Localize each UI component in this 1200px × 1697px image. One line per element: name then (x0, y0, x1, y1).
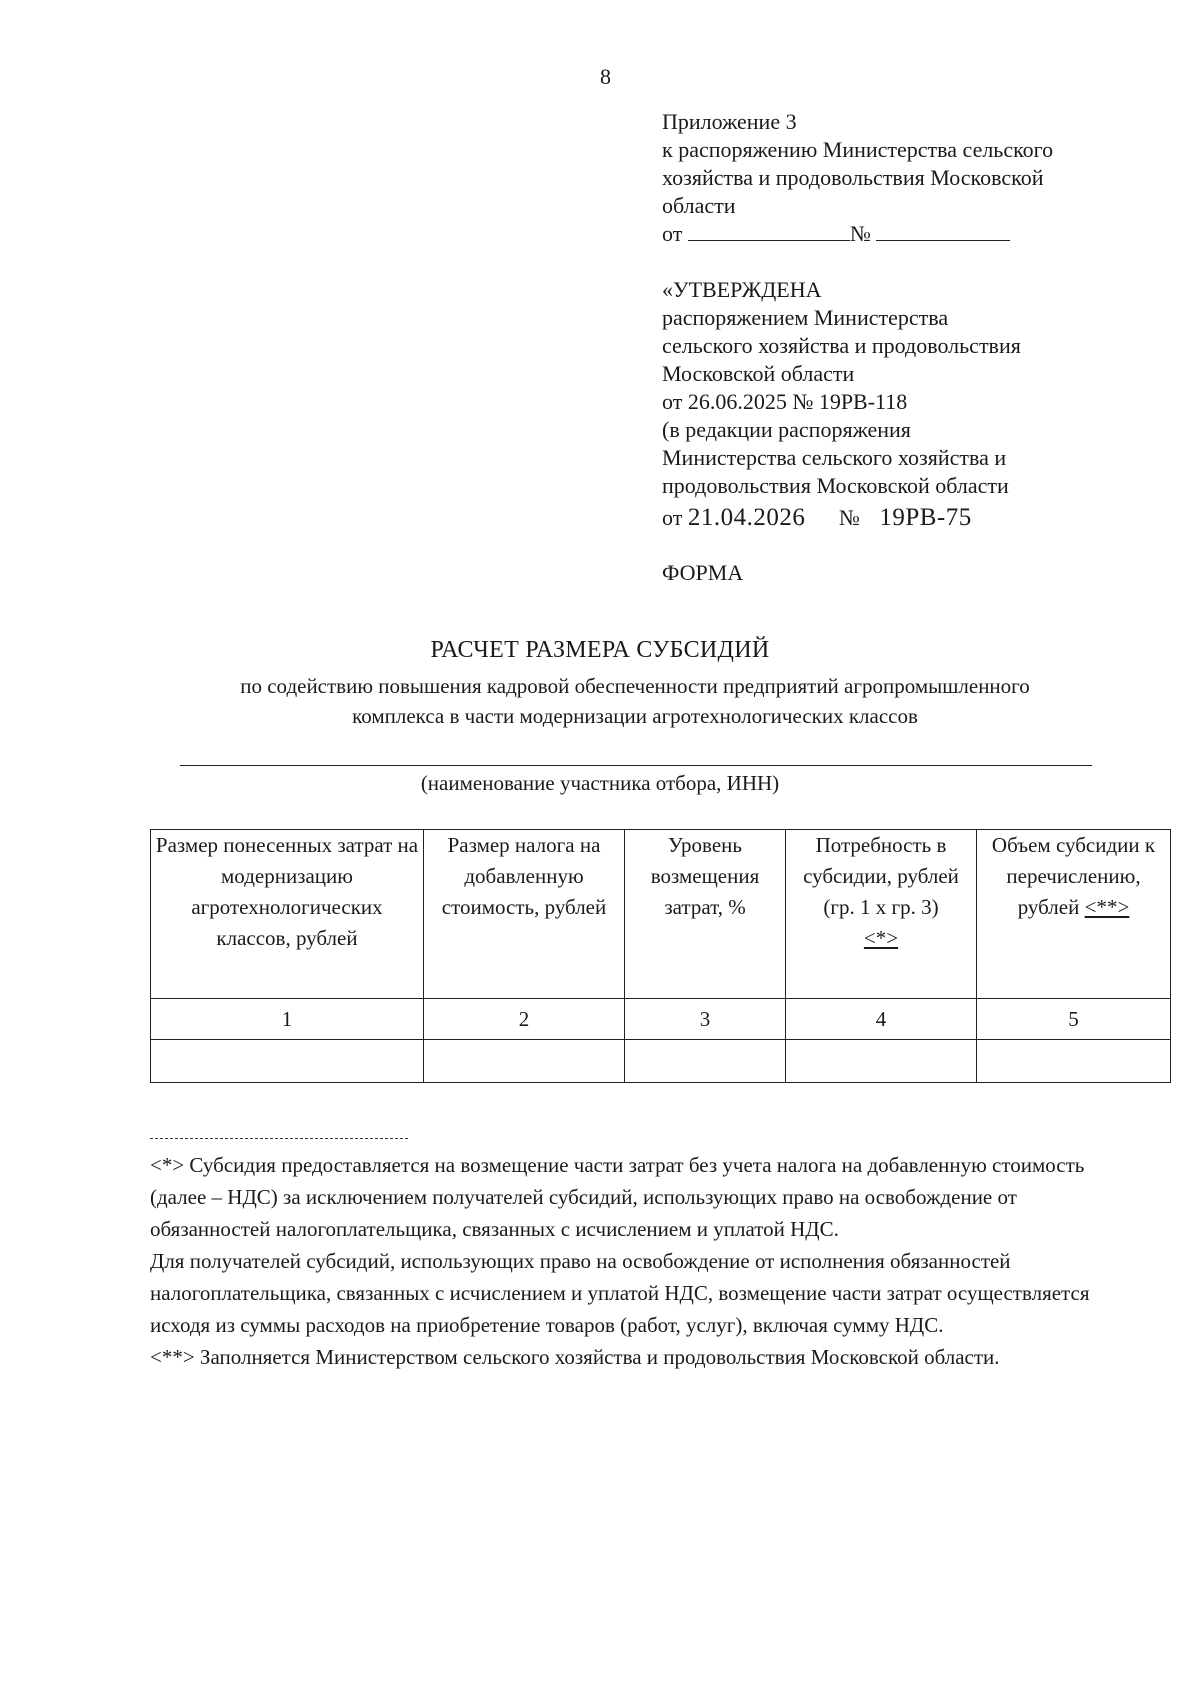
appendix-title: Приложение 3 (662, 109, 797, 134)
approval-line: (в редакции распоряжения (662, 417, 911, 442)
appendix-number-blank (876, 220, 1010, 241)
table-input-cell[interactable] (625, 1040, 786, 1083)
subsidy-calculation-table (150, 829, 1171, 1083)
document-subtitle (150, 671, 1120, 731)
appendix-date-blank (688, 220, 850, 241)
participant-name-caption: (наименование участника отбора, ИНН) (420, 771, 780, 795)
appendix-line-4: области (662, 193, 736, 218)
appendix-date-number-line (662, 220, 1102, 248)
participant-name-field[interactable] (180, 765, 1092, 766)
approval-number-value: 19РВ-75 (879, 504, 972, 531)
approval-line: распоряжением Министерства (662, 305, 949, 330)
table-header-row (151, 830, 1171, 999)
table-header-cell: Потребность в субсидии, рублей (гр. 1 х гр. 3) <*> (786, 830, 977, 999)
subtitle-line-1: по содействию повышения кадровой обеспеченности предприятий агропромышленного (240, 674, 1030, 698)
approval-line: сельского хозяйства и продовольствия (662, 333, 1021, 358)
footnote-ref-2[interactable]: <**> (1084, 895, 1130, 919)
table-input-row (151, 1040, 1171, 1083)
table-input-cell[interactable] (786, 1040, 977, 1083)
approval-line: «УТВЕРЖДЕНА (662, 277, 822, 302)
approval-line: продовольствия Московской области (662, 473, 1009, 498)
table-header-cell: Уровень возмещения затрат, % (625, 830, 786, 999)
approval-date-number-line (662, 504, 1142, 532)
footnote-separator (150, 1138, 408, 1139)
table-header-cell: Размер понесенных затрат на модернизацию агротехнологических классов, рублей (151, 830, 424, 999)
table-column-numbers-row (151, 999, 1171, 1040)
column-number-cell: 3 (625, 999, 786, 1040)
approval-date-prefix: от (662, 505, 683, 530)
footnotes-block (150, 1149, 1130, 1373)
column-number-cell: 4 (786, 999, 977, 1040)
footnote-ref-1[interactable]: <*> (863, 926, 899, 950)
appendix-line-2: к распоряжению Министерства сельского (662, 137, 1054, 162)
column-number-cell: 5 (977, 999, 1171, 1040)
footnote-1: <*> Субсидия предоставляется на возмещение части затрат без учета налога на добавленную стоимость (далее – НДС) за исключением получателей субсидий, использующих право на освобождение от обязанностей налогоплательщика, связанных с исчислением и уплатой НДС. (150, 1153, 1085, 1241)
footnote-1-extra: Для получателей субсидий, использующих право на освобождение от исполнения обязанностей налогоплательщика, связанных с исчислением и уплатой НДС, возмещение части затрат осуществляется исходя из суммы расходов на приобретение товаров (работ, услуг), включая сумму НДС. (150, 1249, 1090, 1337)
approval-block (662, 276, 1142, 532)
footnote-2: <**> Заполняется Министерством сельского хозяйства и продовольствия Московской области. (150, 1345, 1000, 1369)
approval-date-value: 21.04.2026 (687, 504, 806, 531)
subtitle-line-2: комплекса в части модернизации агротехнологических классов (352, 704, 918, 728)
table-input-cell[interactable] (977, 1040, 1171, 1083)
page-number: 8 (600, 64, 611, 89)
form-label: ФОРМА (662, 560, 744, 585)
table-input-cell[interactable] (424, 1040, 625, 1083)
column-number-cell: 2 (424, 999, 625, 1040)
document-title: РАСЧЕТ РАЗМЕРА СУБСИДИЙ (430, 637, 770, 663)
appendix-number-prefix: № (849, 221, 871, 246)
table-input-cell[interactable] (151, 1040, 424, 1083)
approval-line: от 26.06.2025 № 19РВ-118 (662, 389, 908, 414)
column-number-cell: 1 (151, 999, 424, 1040)
approval-line: Министерства сельского хозяйства и (662, 445, 1007, 470)
appendix-line-3: хозяйства и продовольствия Московской (662, 165, 1044, 190)
appendix-block (662, 108, 1102, 248)
appendix-date-prefix: от (662, 221, 683, 246)
table-header-cell: Размер налога на добавленную стоимость, рублей (424, 830, 625, 999)
table-header-cell: Объем субсидии к перечислению, рублей <**> (977, 830, 1171, 999)
approval-line: Московской области (662, 361, 855, 386)
approval-number-prefix: № (838, 505, 860, 530)
